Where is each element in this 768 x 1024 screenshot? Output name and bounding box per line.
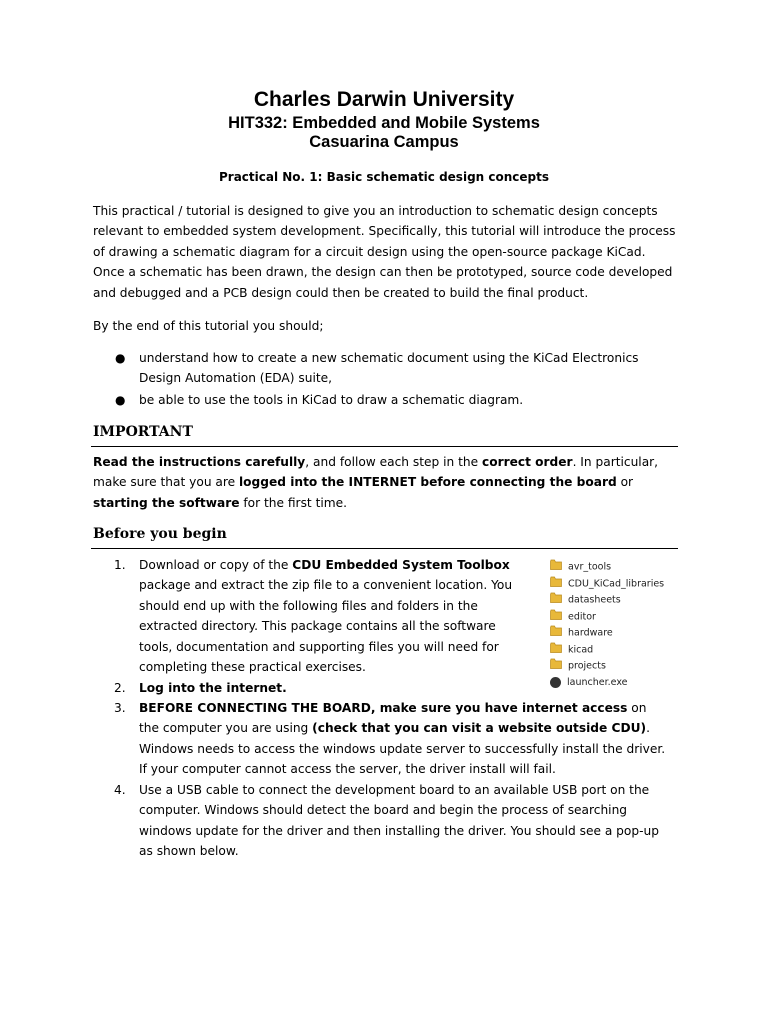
file-entry[interactable] bbox=[550, 559, 611, 574]
folder-icon bbox=[550, 642, 562, 658]
folder-icon bbox=[550, 658, 562, 674]
important-heading: IMPORTANT bbox=[93, 424, 193, 440]
file-name: editor bbox=[568, 611, 596, 622]
folder-icon bbox=[550, 609, 562, 625]
file-entry[interactable] bbox=[550, 625, 613, 640]
step-number: 3. bbox=[114, 701, 126, 715]
folder-icon bbox=[550, 625, 562, 641]
important-paragraph: Read the instructions carefully, and follow each step in the correct order. In particular, make sure that you are logged into the INTERNET before connecting the board or starting the software for the first time. bbox=[93, 455, 659, 510]
objective-bullet bbox=[115, 390, 679, 410]
step-item: 4. Use a USB cable to connect the development board to an available USB port on the computer. Windows should detect the board and begin the process of searching windows update for the driver and then installing the driver. You should see a pop-up as shown below. bbox=[139, 780, 669, 862]
step-item: 3. BEFORE CONNECTING THE BOARD, make sure you have internet access on the computer you are using (check that you can visit a website outside CDU). Windows needs to access the windows update server to successfully install the driver. If your computer cannot access the server, the driver install will fail. bbox=[139, 698, 669, 780]
file-name: projects bbox=[568, 660, 606, 672]
folder-icon bbox=[550, 592, 562, 608]
folder-icon bbox=[550, 576, 562, 592]
file-name: CDU_KiCad_libraries bbox=[568, 578, 665, 589]
before-heading: Before you begin bbox=[93, 526, 227, 542]
file-listing bbox=[546, 555, 672, 697]
folder-icon bbox=[550, 559, 562, 575]
file-name: datasheets bbox=[568, 594, 621, 606]
file-entry[interactable] bbox=[550, 642, 593, 657]
step-number: 1. bbox=[114, 558, 126, 572]
file-entry[interactable] bbox=[550, 592, 621, 607]
practical-title: Practical No. 1: Basic schematic design concepts bbox=[218, 170, 549, 184]
file-entry[interactable] bbox=[550, 576, 664, 591]
file-name: launcher.exe bbox=[567, 676, 628, 688]
bullet-icon: ● bbox=[115, 393, 126, 407]
objectives-lead: By the end of this tutorial you should; bbox=[93, 319, 324, 333]
step-number: 2. bbox=[114, 681, 126, 695]
step-item: 2. Log into the internet. bbox=[139, 678, 669, 698]
bullet-icon: ● bbox=[115, 351, 126, 365]
file-entry[interactable] bbox=[550, 609, 596, 624]
heading-divider bbox=[91, 446, 678, 447]
university-title: Charles Darwin University bbox=[253, 88, 515, 111]
heading-divider bbox=[91, 548, 678, 549]
objective-bullet bbox=[115, 348, 679, 389]
step-number: 4. bbox=[114, 783, 126, 797]
step-item: 1. Download or copy of the CDU Embedded System Toolbox package and extract the zip file to a convenient location. You should end up with the following files and folders in the extracted directory. This package contains all the software tools, documentation and supporting files you will need for completing these practical exercises. bbox=[139, 555, 517, 677]
bullet-text: be able to use the tools in KiCad to draw a schematic diagram. bbox=[139, 393, 524, 407]
file-name: avr_tools bbox=[568, 561, 612, 573]
course-title: HIT332: Embedded and Mobile Systems bbox=[228, 114, 540, 132]
bullet-text: understand how to create a new schematic document using the KiCad Electronics Design Automation (EDA) suite, bbox=[139, 351, 639, 386]
file-name: kicad bbox=[568, 644, 594, 655]
file-entry[interactable] bbox=[550, 658, 606, 673]
file-name: hardware bbox=[568, 627, 613, 639]
campus-title: Casuarina Campus bbox=[309, 133, 459, 151]
intro-paragraph: This practical / tutorial is designed to give you an introduction to schematic design concepts relevant to embedded system development. Specifically, this tutorial will introduce the process of drawing a schematic diagram for a circuit design using the open-source package KiCad. Once a schematic has been drawn, the design can then be prototyped, source code developed and debugged and a PCB design could then be created to build the final product. bbox=[93, 204, 676, 300]
